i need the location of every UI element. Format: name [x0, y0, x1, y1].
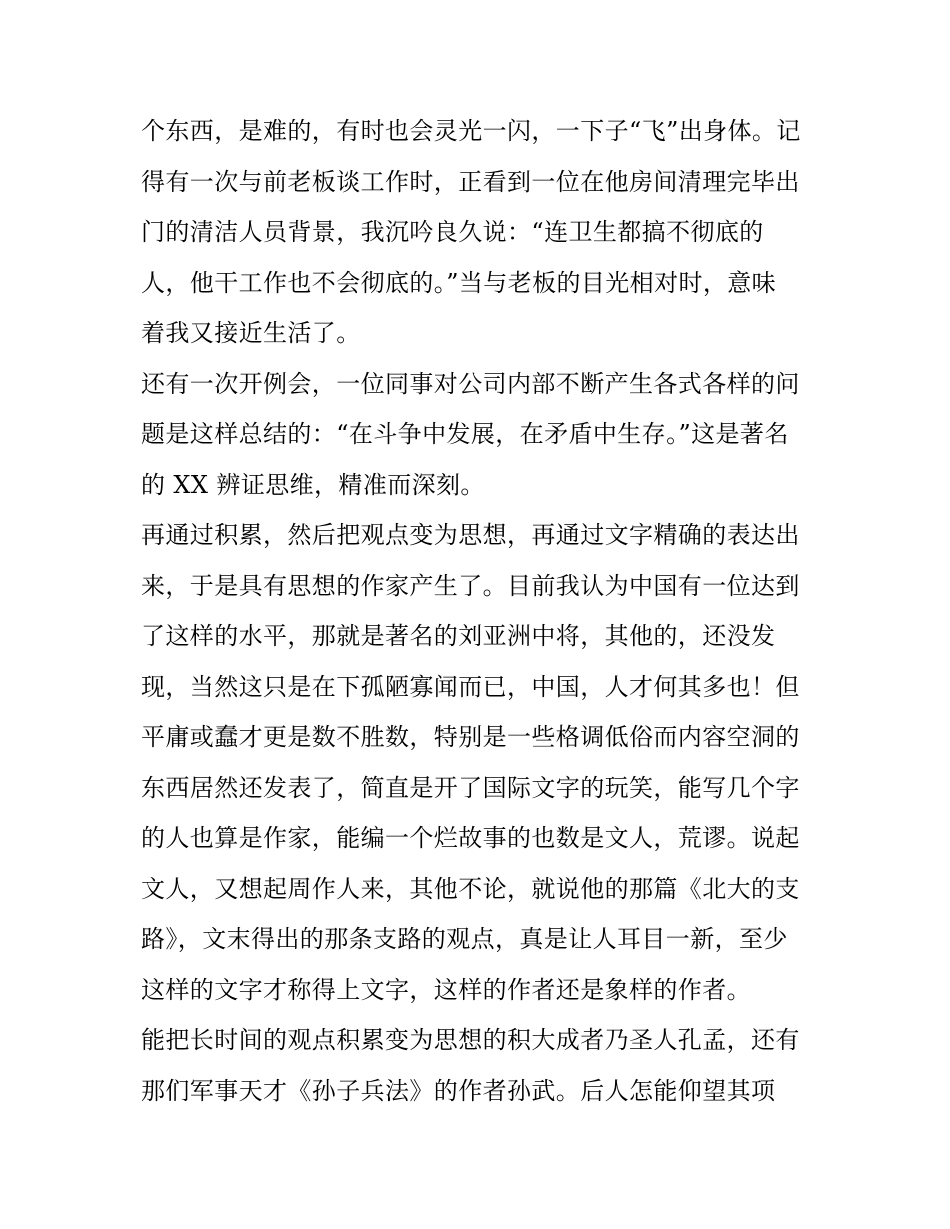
text-line: 题是这样总结的：“在斗争中发展，在矛盾中生存。”这是著名	[141, 420, 789, 448]
text-line: 路》，文末得出的那条支路的观点，真是让人耳目一新，至少	[141, 925, 788, 953]
text-line: 现，当然这只是在下孤陋寡闻而已，中国，人才何其多也！但	[141, 672, 800, 701]
text-line: 平庸或蠢才更是数不胜数，特别是一些格调低俗而内容空洞的	[141, 723, 800, 751]
text-line: 得有一次与前老板谈工作时，正看到一位在他房间清理完毕出	[141, 167, 800, 196]
text-line: 再通过积累，然后把观点变为思想，再通过文字精确的表达出	[141, 521, 800, 549]
text-line: 了这样的水平，那就是著名的刘亚洲中将，其他的，还没发	[141, 622, 776, 650]
text-line: 着我又接近生活了。	[141, 319, 361, 347]
text-line: 人，他干工作也不会彻底的。”当与老板的目光相对时，意味	[141, 268, 777, 297]
text-line: 个东西，是难的，有时也会灵光一闪，一下子“飞”出身体。记	[141, 117, 801, 145]
text-line: 门的清洁人员背景，我沉吟良久说：“连卫生都搞不彻底的	[141, 218, 764, 246]
text-line: 还有一次开例会，一位同事对公司内部不断产生各式各样的问	[141, 369, 800, 398]
text-line: 的 XX 辨证思维，精准而深刻。	[141, 470, 485, 499]
text-line: 来，于是具有思想的作家产生了。目前我认为中国有一位达到	[141, 571, 800, 600]
text-line: 能把长时间的观点积累变为思想的积大成者乃圣人孔孟，还有	[141, 1026, 800, 1054]
text-line: 这样的文字才称得上文字，这样的作者还是象样的作者。	[141, 975, 751, 1004]
text-line: 那们军事天才《孙子兵法》的作者孙武。后人怎能仰望其项	[141, 1076, 776, 1105]
text-line: 文人，又想起周作人来，其他不论，就说他的那篇《北大的支	[141, 874, 800, 903]
document-body	[141, 106, 821, 1116]
text-line: 的人也算是作家，能编一个烂故事的也数是文人，荒谬。说起	[141, 824, 800, 852]
text-line: 东西居然还发表了，简直是开了国际文字的玩笑，能写几个字	[141, 773, 800, 802]
